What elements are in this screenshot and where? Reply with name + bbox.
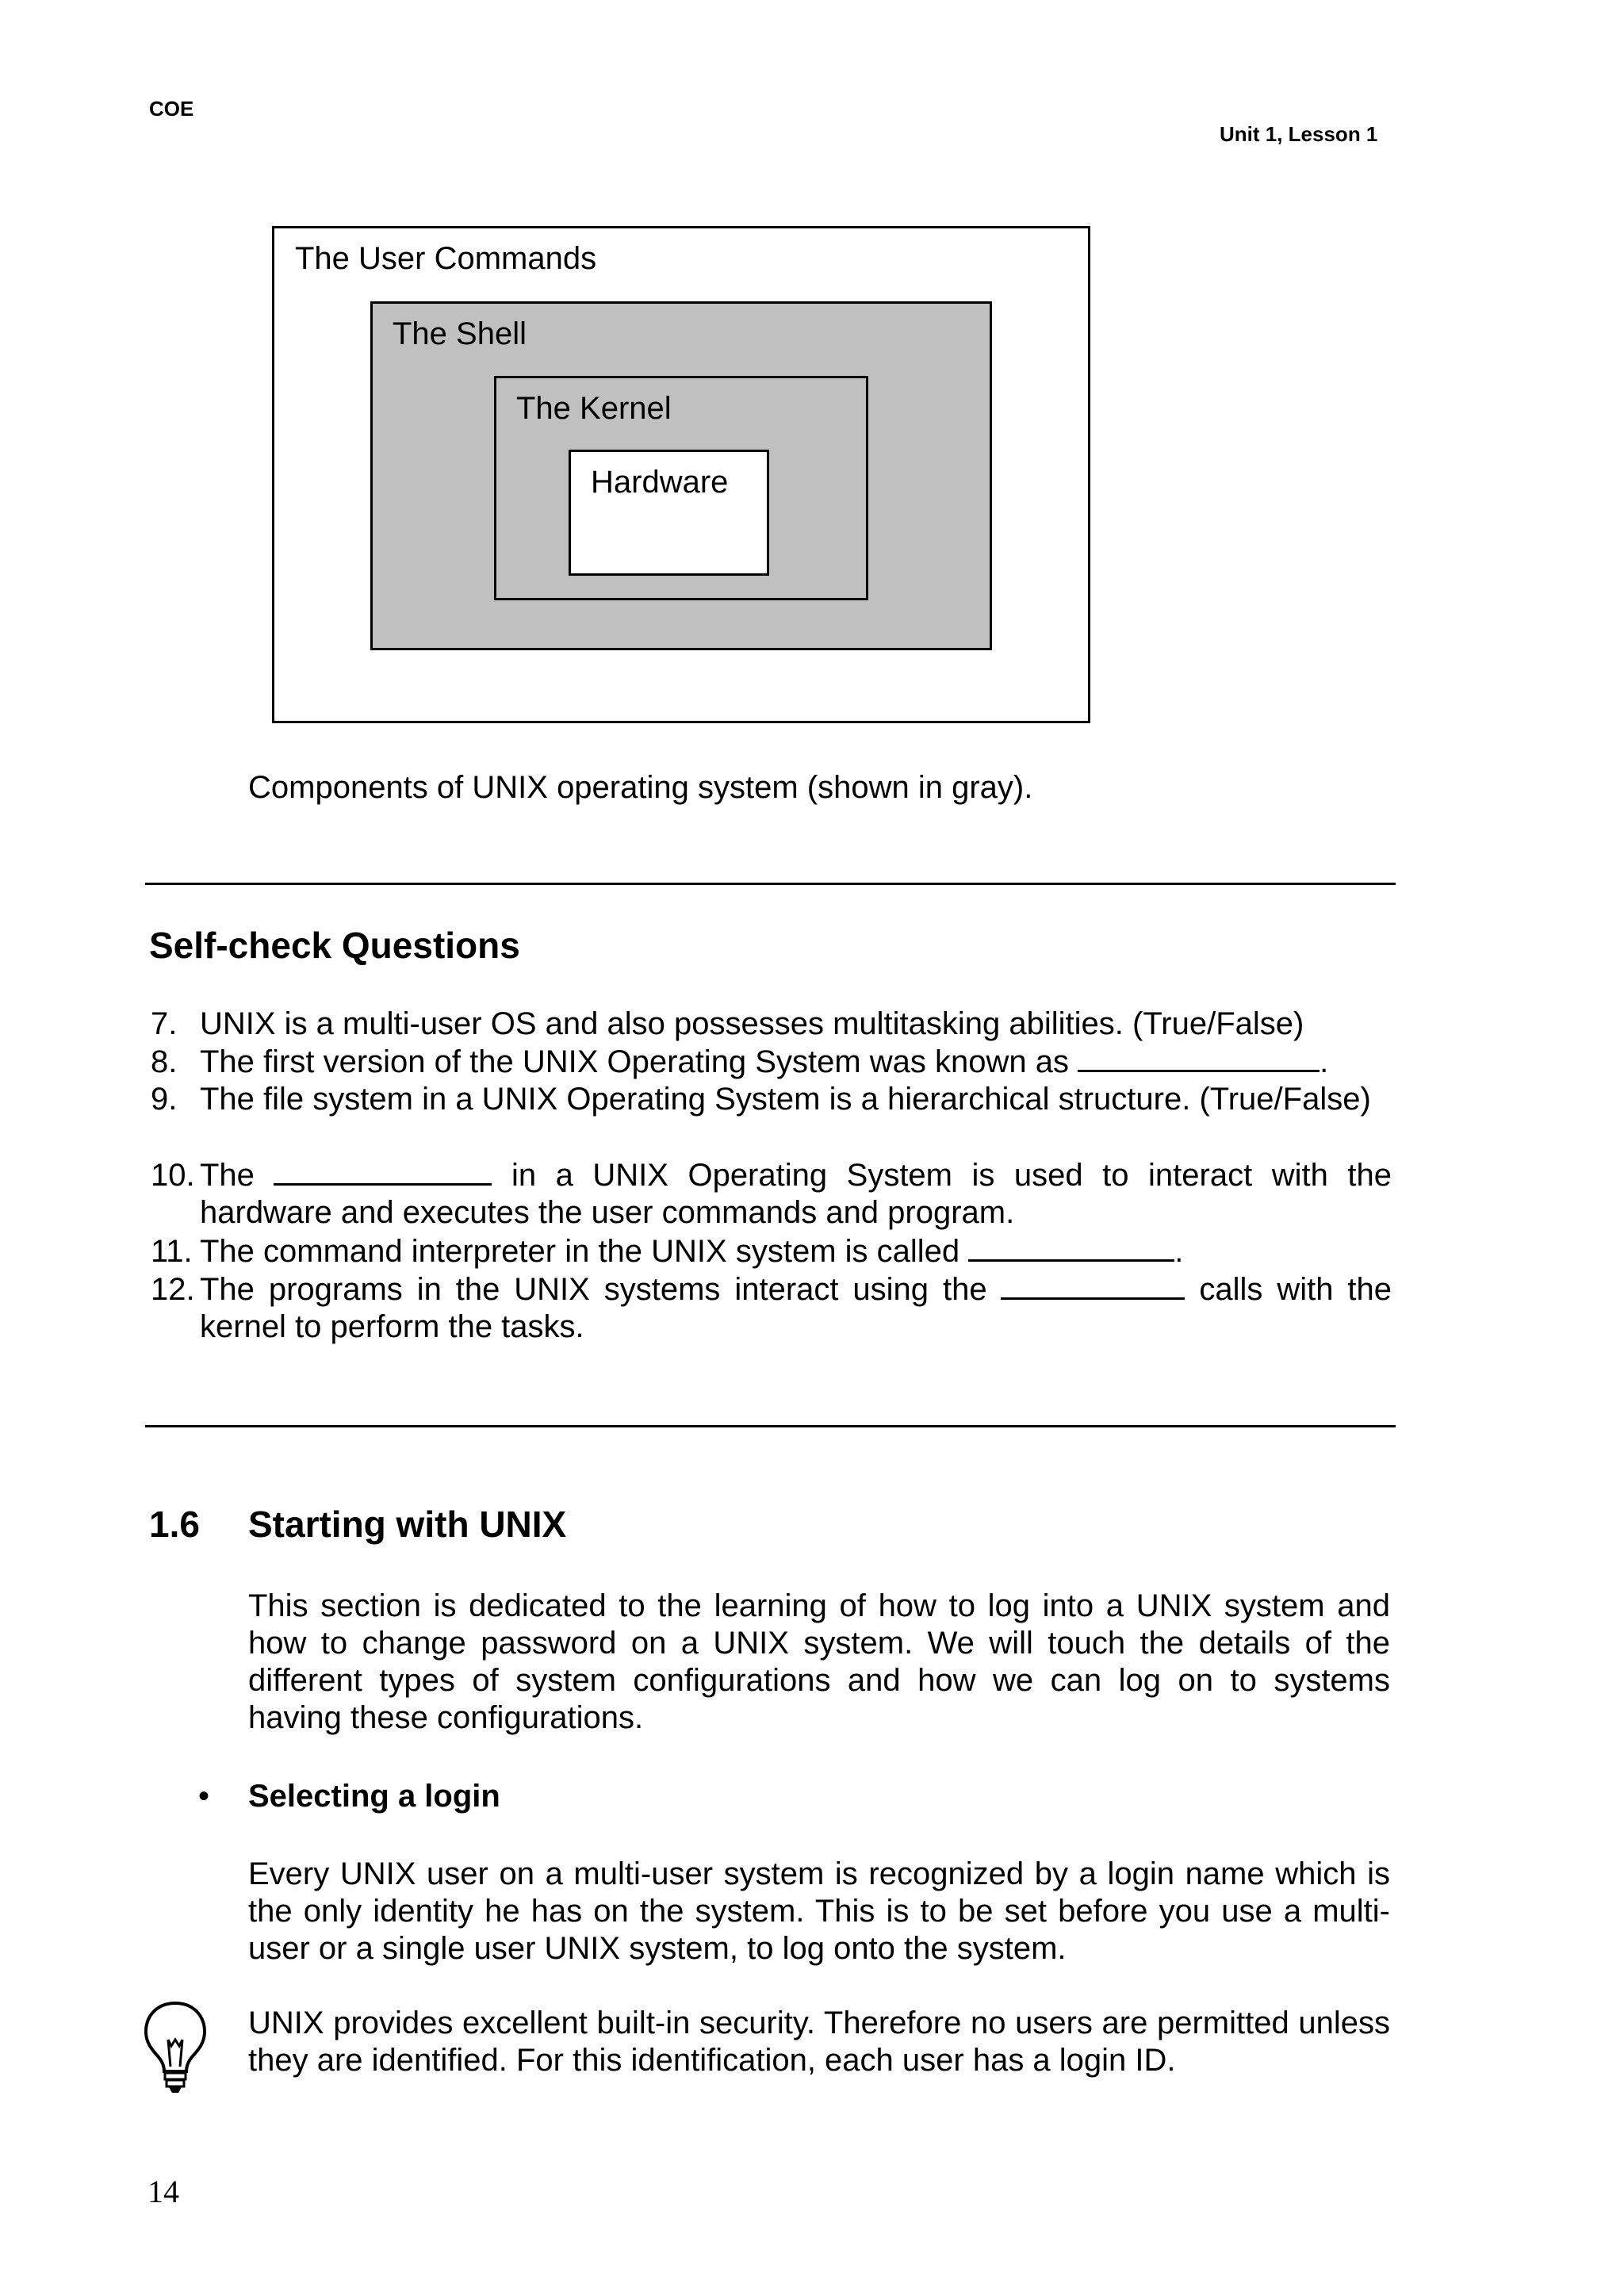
question-7 xyxy=(151,1006,1392,1043)
subheading-selecting-login: Selecting a login xyxy=(248,1779,500,1814)
layer-user-commands-label: The User Commands xyxy=(295,241,597,276)
question-number: 11. xyxy=(151,1234,193,1269)
layer-shell-label: The Shell xyxy=(393,316,527,351)
answer-blank[interactable] xyxy=(274,1159,492,1186)
header-right: Unit 1, Lesson 1 xyxy=(1220,122,1378,146)
question-number: 10. xyxy=(151,1158,195,1193)
section-title: Starting with UNIX xyxy=(248,1504,567,1545)
question-text: The first version of the UNIX Operating System was known as xyxy=(200,1044,1069,1079)
question-12 xyxy=(151,1271,1392,1346)
question-text: The file system in a UNIX Operating System is a hierarchical structure. (True/False) xyxy=(200,1082,1371,1117)
answer-blank[interactable] xyxy=(1078,1046,1320,1072)
security-tip: UNIX provides excellent built-in security. Therefore no users are permitted unless they are identified. For this identification, each user has a login ID. xyxy=(248,2006,1390,2078)
layer-hardware-label: Hardware xyxy=(591,465,729,500)
header-left: COE xyxy=(149,97,194,121)
page-number: 14 xyxy=(147,2174,179,2209)
question-number: 9. xyxy=(151,1082,178,1117)
question-number: 7. xyxy=(151,1006,178,1041)
answer-blank[interactable] xyxy=(968,1236,1174,1262)
question-8 xyxy=(151,1044,1392,1081)
section-intro: This section is dedicated to the learning of how to log into a UNIX system and how to change password on a UNIX system. We will touch the details of the different types of system configurations and how we can log on to systems having these configurations. xyxy=(248,1588,1390,1735)
login-paragraph: Every UNIX user on a multi-user system is recognized by a login name which is the only identity he has on the system. This is to be set before you use a multi-user or a single user UNIX system, to log onto the system. xyxy=(248,1856,1390,1966)
question-number: 8. xyxy=(151,1044,178,1079)
layer-kernel-label: The Kernel xyxy=(516,391,672,426)
question-text-after: . xyxy=(1320,1044,1329,1079)
question-text-after: . xyxy=(1174,1234,1184,1269)
divider-top xyxy=(145,883,1396,885)
question-text: UNIX is a multi-user OS and also possesses multitasking abilities. (True/False) xyxy=(200,1006,1304,1041)
question-text: The command interpreter in the UNIX system is called xyxy=(200,1234,960,1269)
question-11 xyxy=(151,1233,1392,1270)
lightbulb-icon xyxy=(143,2000,208,2095)
question-text-after: calls with the kernel to perform the tasks. xyxy=(200,1272,1392,1344)
question-text-after: in a UNIX Operating System is used to interact with the hardware and executes the user commands and program. xyxy=(200,1158,1392,1230)
question-10 xyxy=(151,1157,1392,1232)
divider-bottom xyxy=(145,1425,1396,1427)
selfcheck-title: Self-check Questions xyxy=(149,925,520,966)
answer-blank[interactable] xyxy=(1001,1274,1185,1300)
question-text: The xyxy=(200,1158,255,1193)
question-9 xyxy=(151,1081,1392,1118)
section-number: 1.6 xyxy=(149,1504,200,1545)
question-text: The programs in the UNIX systems interact using the xyxy=(200,1272,987,1307)
diagram-caption: Components of UNIX operating system (shown in gray). xyxy=(248,770,1033,805)
bullet: • xyxy=(198,1779,210,1814)
question-number: 12. xyxy=(151,1272,195,1307)
